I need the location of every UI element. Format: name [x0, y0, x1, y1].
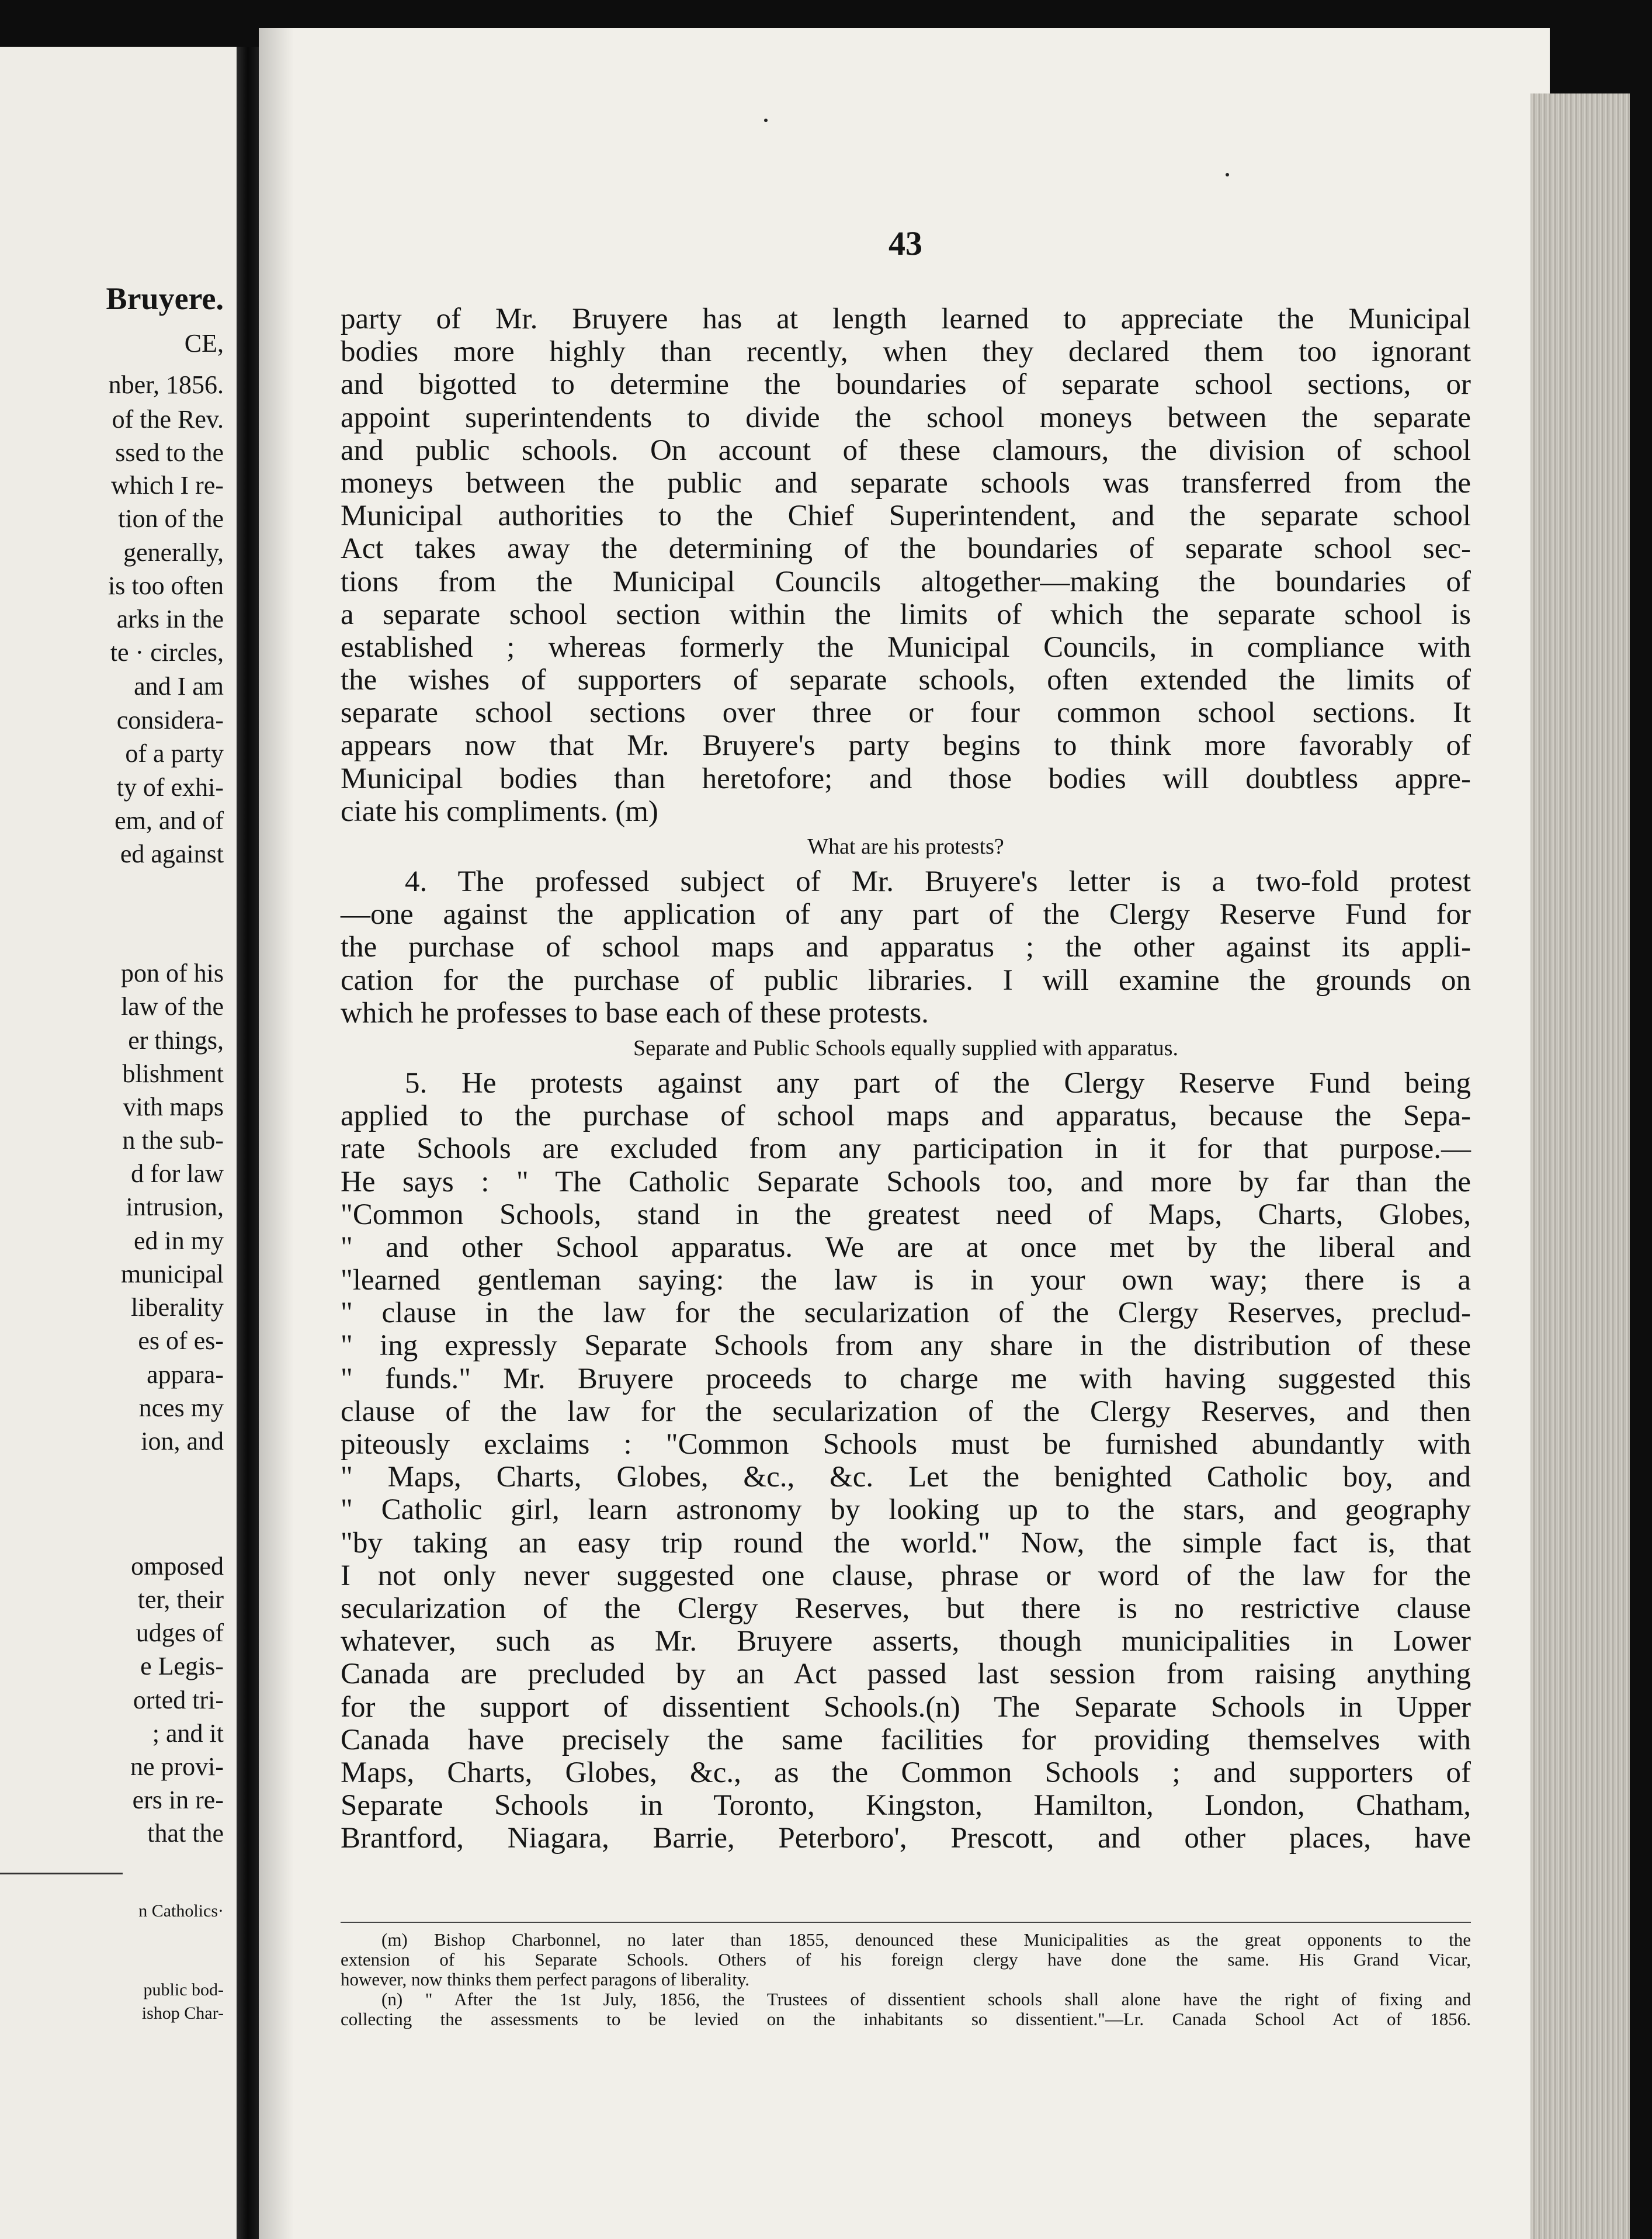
sidenote-heading: Separate and Public Schools equally supplied with apparatus.: [633, 1035, 1178, 1060]
left-page-line: ty of exhi-: [116, 773, 224, 802]
left-footnote-rule: [0, 1873, 123, 1874]
left-page-line: liberality: [131, 1293, 224, 1322]
text-line: "Common Schools, stand in the greatest need of Maps, Charts, Globes,: [341, 1198, 1471, 1231]
page-number: 43: [889, 224, 922, 262]
text-line: appears now that Mr. Bruyere's party begins to think more favorably of: [341, 729, 1471, 762]
footnote-line: (n) " After the 1st July, 1856, the Trustees of dissentient schools shall alone have the right of fixing and: [381, 1989, 1471, 2009]
left-page-line: d for law: [131, 1159, 224, 1188]
text-line: "by taking an easy trip round the world." Now, the simple fact is, that: [341, 1526, 1471, 1559]
book-gutter: [237, 47, 259, 2239]
left-page-line: ers in re-: [132, 1786, 224, 1814]
left-page-line: vith maps: [123, 1093, 224, 1121]
left-page-line: em, and of: [114, 806, 224, 835]
left-page-line: te · circles,: [110, 638, 224, 667]
left-page-line: nber, 1856.: [108, 370, 224, 399]
text-line: " ing expressly Separate Schools from any share in the distribution of these: [341, 1329, 1471, 1363]
text-line: " and other School apparatus. We are at once met by the liberal and: [341, 1231, 1471, 1264]
left-page-line: generally,: [123, 538, 224, 567]
page-speck: [764, 119, 768, 122]
left-page-line: law of the: [121, 992, 224, 1021]
text-line: established ; whereas formerly the Municipal Councils, in compliance with: [341, 630, 1471, 664]
footnote-line: however, now thinks them perfect paragons of liberality.: [341, 1969, 750, 1990]
text-line: and bigotted to determine the boundaries of separate school sections, or: [341, 368, 1471, 401]
text-line: —one against the application of any part of the Clergy Reserve Fund for: [341, 898, 1471, 931]
left-page-line: ; and it: [152, 1719, 224, 1748]
text-line: separate school sections over three or four common school sections. It: [341, 696, 1471, 730]
left-page-line: n Catholics·: [138, 1901, 224, 1921]
left-page: [0, 47, 237, 2239]
text-line: He says : " The Catholic Separate Schools too, and more by far than the: [341, 1165, 1471, 1198]
text-line: Act takes away the determining of the boundaries of separate school sec-: [341, 532, 1471, 566]
left-page-line: n the sub-: [122, 1126, 224, 1155]
left-page-line: udges of: [136, 1618, 224, 1647]
footnote-line: collecting the assessments to be levied on the inhabitants so dissentient."—Lr. Canada School Act of 1856.: [341, 2009, 1471, 2029]
left-page-line: es of es-: [138, 1326, 224, 1355]
text-line: piteously exclaims : "Common Schools must be furnished abundantly with: [341, 1428, 1471, 1461]
text-line: applied to the purchase of school maps and apparatus, because the Sepa-: [341, 1100, 1471, 1133]
text-line: " clause in the law for the secularization of the Clergy Reserves, preclud-: [341, 1297, 1471, 1330]
left-page-line: tion of the: [118, 504, 224, 533]
left-page-line: of the Rev.: [112, 405, 224, 434]
text-line: clause of the law for the secularization of the Clergy Reserves, and then: [341, 1395, 1471, 1428]
text-line: moneys between the public and separate schools was transferred from the: [341, 466, 1471, 500]
left-page-line: ter, their: [137, 1585, 224, 1614]
left-page-line: e Legis-: [140, 1652, 224, 1680]
page-shadow: [259, 28, 294, 2239]
text-line: Canada have precisely the same facilities for providing themselves with: [341, 1723, 1471, 1756]
text-line: Separate Schools in Toronto, Kingston, Hamilton, London, Chatham,: [341, 1789, 1471, 1822]
left-page-line: arks in the: [116, 605, 224, 633]
page-speck: [1226, 173, 1229, 176]
left-page-line: ishop Char-: [141, 2004, 224, 2023]
text-line: Canada are precluded by an Act passed last session from raising anything: [341, 1658, 1471, 1691]
footnotes: [341, 1930, 1471, 2029]
left-page-line: pon of his: [121, 959, 224, 987]
text-line: Municipal authorities to the Chief Superintendent, and the separate school: [341, 500, 1471, 533]
text-line: the wishes of supporters of separate schools, often extended the limits of: [341, 664, 1471, 697]
left-page-line: nces my: [138, 1394, 224, 1422]
text-line: Maps, Charts, Globes, &c., as the Common Schools ; and supporters of: [341, 1756, 1471, 1789]
text-line: cation for the purchase of public libraries. I will examine the grounds on: [341, 963, 1471, 997]
text-line: party of Mr. Bruyere has at length learned to appreciate the Municipal: [341, 303, 1471, 335]
text-line: rate Schools are excluded from any participation in it for that purpose.—: [341, 1132, 1471, 1166]
left-page-line: intrusion,: [126, 1193, 224, 1221]
text-line: appoint superintendents to divide the school moneys between the separate: [341, 401, 1471, 434]
text-line: tions from the Municipal Councils altogether—making the boundaries of: [341, 565, 1471, 598]
left-page-line: ed in my: [134, 1226, 224, 1255]
left-page-line: Bruyere.: [106, 281, 224, 316]
left-page-line: ssed to the: [115, 438, 224, 467]
left-page-line: which I re-: [110, 471, 224, 500]
text-line: 4. The professed subject of Mr. Bruyere's letter is a two-fold protest: [405, 865, 1471, 898]
text-line: ciate his compliments. (m): [341, 795, 658, 828]
text-line: 5. He protests against any part of the Clergy Reserve Fund being: [405, 1066, 1471, 1100]
text-line: secularization of the Clergy Reserves, but there is no restrictive clause: [341, 1592, 1471, 1625]
left-page-line: CE,: [184, 329, 224, 358]
left-page-line: that the: [147, 1819, 224, 1848]
left-page-line: municipal: [121, 1260, 224, 1288]
footnote-rule: [341, 1922, 1471, 1923]
left-page-line: and I am: [134, 672, 224, 701]
left-page-line: of a party: [125, 739, 224, 768]
text-line: for the support of dissentient Schools.(n) The Separate Schools in Upper: [341, 1690, 1471, 1724]
text-line: whatever, such as Mr. Bruyere asserts, though municipalities in Lower: [341, 1625, 1471, 1658]
left-page-line: ion, and: [141, 1427, 224, 1455]
text-line: " Catholic girl, learn astronomy by looking up to the stars, and geography: [341, 1493, 1471, 1527]
text-line: Municipal bodies than heretofore; and those bodies will doubtless appre-: [341, 762, 1471, 795]
text-line: I not only never suggested one clause, phrase or word of the law for the: [341, 1559, 1471, 1592]
body-text: [341, 303, 1471, 1855]
text-line: which he professes to base each of these protests.: [341, 996, 929, 1030]
right-page: [259, 28, 1550, 2239]
left-page-line: ed against: [120, 840, 224, 868]
footnote-line: (m) Bishop Charbonnel, no later than 1855, denounced these Municipalities as the great opponents to the: [381, 1929, 1471, 1950]
footnote-line: extension of his Separate Schools. Others of his foreign clergy have done the same. His Grand Vicar,: [341, 1949, 1471, 1970]
left-page-line: considera-: [116, 706, 224, 734]
text-line: "learned gentleman saying: the law is in your own way; there is a: [341, 1264, 1471, 1297]
left-page-line: public bod-: [143, 1980, 224, 1999]
left-page-line: er things,: [128, 1026, 224, 1055]
left-page-line: blishment: [122, 1059, 224, 1088]
text-line: " Maps, Charts, Globes, &c., &c. Let the benighted Catholic boy, and: [341, 1461, 1471, 1494]
sidenote-heading: What are his protests?: [807, 834, 1004, 859]
left-page-line: is too often: [108, 571, 224, 600]
text-line: " funds." Mr. Bruyere proceeds to charge me with having suggested this: [341, 1362, 1471, 1395]
text-line: a separate school section within the limits of which the separate school is: [341, 598, 1471, 631]
left-page-line: orted tri-: [133, 1686, 224, 1714]
left-page-line: apparа-: [147, 1360, 224, 1389]
left-page-line: omposed: [131, 1552, 224, 1581]
page-edges: [1530, 93, 1630, 2239]
text-line: and public schools. On account of these clamours, the division of school: [341, 434, 1471, 467]
text-line: the purchase of school maps and apparatus ; the other against its appli-: [341, 931, 1471, 964]
text-line: bodies more highly than recently, when they declared them too ignorant: [341, 335, 1471, 369]
left-page-line: ne provi-: [130, 1752, 224, 1781]
text-line: Brantford, Niagara, Barrie, Peterboro', Prescott, and other places, have: [341, 1822, 1471, 1855]
